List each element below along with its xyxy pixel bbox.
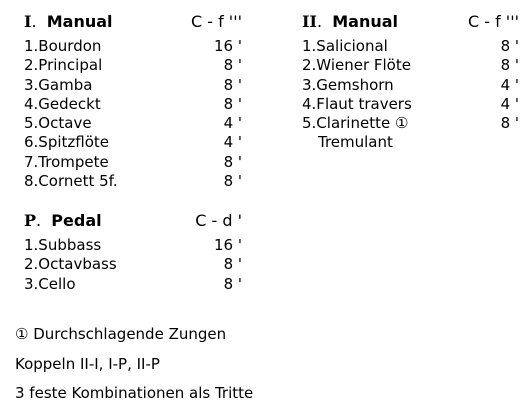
stop-label: 3.Cello bbox=[24, 274, 76, 293]
stop-label: 1.Subbass bbox=[24, 236, 102, 254]
stop-label: 4.Gedeckt bbox=[24, 94, 101, 113]
division-numeral: II bbox=[302, 12, 317, 31]
stop-label: 2.Principal bbox=[24, 56, 103, 75]
division-header bbox=[302, 11, 519, 33]
stop-label: 7.Trompete bbox=[24, 152, 109, 171]
stop-row bbox=[24, 133, 242, 152]
stop-row bbox=[24, 255, 242, 274]
stop-label: 6.Spitzflöte bbox=[24, 133, 110, 152]
stop-list bbox=[24, 37, 242, 191]
stop-pitch: 8 ' bbox=[223, 75, 242, 94]
pedal-division bbox=[24, 210, 242, 294]
manual-2-division bbox=[302, 11, 519, 152]
stop-pitch: 8 ' bbox=[223, 152, 242, 171]
division-title: P. Pedal bbox=[24, 211, 102, 230]
stop-pitch: 8 ' bbox=[500, 56, 519, 75]
stop-pitch: 16 ' bbox=[214, 37, 242, 55]
stop-pitch: 4 ' bbox=[500, 94, 519, 113]
stop-row bbox=[24, 172, 242, 191]
stop-label: 1.Salicional bbox=[302, 37, 388, 55]
stop-row bbox=[302, 76, 519, 95]
stop-row bbox=[302, 56, 519, 75]
stop-pitch: 8 ' bbox=[223, 56, 242, 75]
division-title: I. Manual bbox=[24, 12, 113, 31]
division-header bbox=[24, 210, 242, 232]
stop-row bbox=[24, 95, 242, 114]
stop-pitch: 4 ' bbox=[223, 114, 242, 133]
stop-label: 2.Wiener Flöte bbox=[302, 56, 411, 75]
stop-label: 8.Cornett 5f. bbox=[24, 172, 118, 191]
division-numeral: I bbox=[24, 12, 32, 31]
stop-pitch: 8 ' bbox=[223, 172, 242, 191]
reed-footnote: ① Durchschlagende Zungen bbox=[15, 325, 227, 343]
stop-row bbox=[24, 153, 242, 172]
division-name: Manual bbox=[332, 12, 399, 31]
stop-pitch: 16 ' bbox=[214, 236, 242, 254]
division-title: II. Manual bbox=[302, 12, 399, 31]
stop-pitch: 8 ' bbox=[223, 274, 242, 293]
division-header bbox=[24, 11, 242, 33]
manual-1-division bbox=[24, 11, 242, 191]
stop-label: 3.Gemshorn bbox=[302, 75, 394, 94]
stop-row bbox=[24, 275, 242, 294]
stop-label: 2.Octavbass bbox=[24, 255, 117, 274]
stop-row bbox=[302, 114, 519, 133]
stop-list bbox=[24, 236, 242, 294]
stop-pitch: 4 ' bbox=[500, 75, 519, 94]
stop-row bbox=[302, 95, 519, 114]
division-numeral: P bbox=[24, 211, 37, 230]
stop-row bbox=[24, 76, 242, 95]
tremulant-label: Tremulant bbox=[318, 133, 393, 152]
stop-label: 3.Gamba bbox=[24, 75, 93, 94]
stop-pitch: 8 ' bbox=[223, 255, 242, 274]
combinations-note: 3 feste Kombinationen als Tritte bbox=[15, 384, 254, 402]
stop-pitch: 8 ' bbox=[500, 114, 519, 133]
stop-list bbox=[302, 37, 519, 133]
stop-label: 4.Flaut travers bbox=[302, 94, 412, 113]
stop-row bbox=[302, 37, 519, 56]
division-name: Manual bbox=[46, 12, 113, 31]
compass-range: C - d ' bbox=[195, 211, 242, 230]
stop-row bbox=[24, 236, 242, 255]
division-name: Pedal bbox=[51, 211, 102, 230]
stop-pitch: 8 ' bbox=[500, 37, 519, 55]
stop-row bbox=[24, 56, 242, 75]
couplers-note: Koppeln II-I, I-P, II-P bbox=[15, 355, 160, 373]
stop-pitch: 8 ' bbox=[223, 94, 242, 113]
compass-range: C - f ''' bbox=[467, 12, 519, 31]
stop-row bbox=[24, 114, 242, 133]
stop-row bbox=[24, 37, 242, 56]
stop-label: 1.Bourdon bbox=[24, 37, 102, 55]
stop-label: 5.Clarinette ① bbox=[302, 114, 409, 133]
stop-label: 5.Octave bbox=[24, 114, 92, 133]
compass-range: C - f ''' bbox=[190, 12, 242, 31]
stop-pitch: 4 ' bbox=[223, 133, 242, 152]
